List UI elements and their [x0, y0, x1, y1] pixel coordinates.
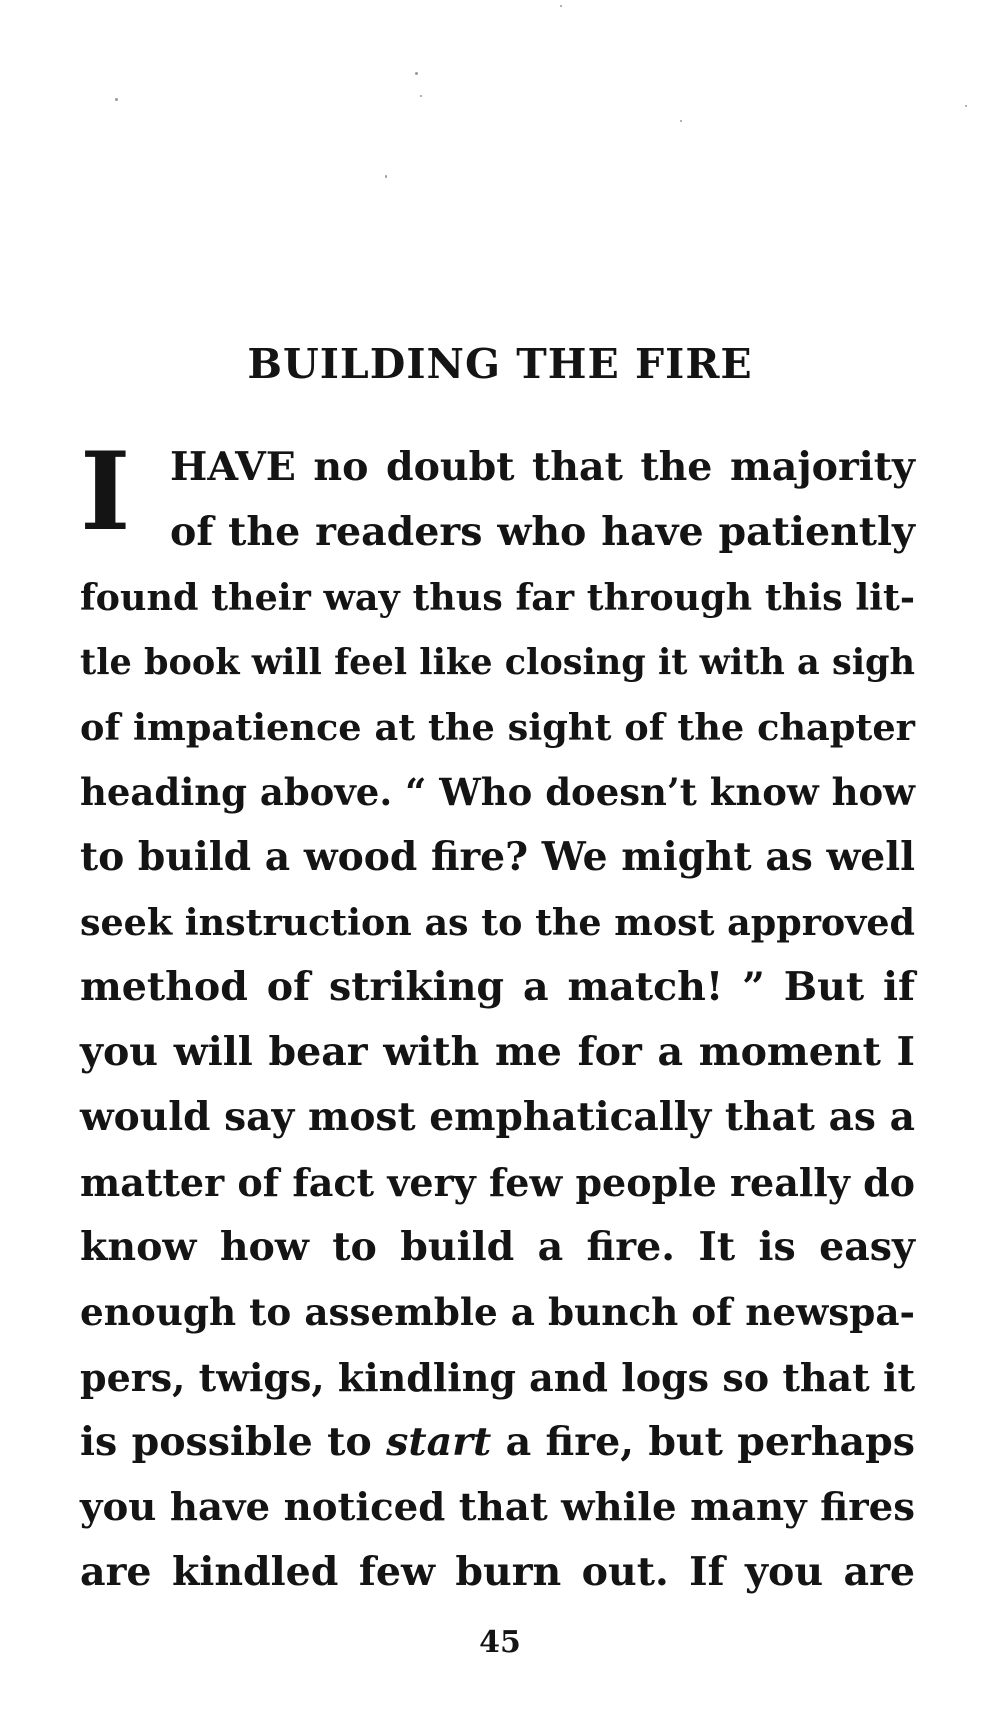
- text-line: know how to build a fire. It is easy: [80, 1224, 915, 1270]
- body-text: [80, 429, 915, 1605]
- text-line: of impatience at the sight of the chapter: [80, 706, 915, 749]
- text-line: are kindled few burn out. If you are: [80, 1549, 915, 1595]
- text-line: to build a wood fire? We might as well: [80, 834, 915, 880]
- text-line: seek instruction as to the most approved: [80, 901, 915, 944]
- text-line: tle book will feel like closing it with a sigh: [80, 642, 915, 683]
- drop-cap: I: [80, 429, 131, 555]
- text-line: HAVE no doubt that the majority: [170, 444, 915, 490]
- page-number: 45: [479, 1625, 521, 1660]
- text-line: pers, twigs, kindling and logs so that it: [80, 1355, 915, 1400]
- text-line-with-italic: [80, 1410, 915, 1475]
- chapter-title: BUILDING THE FIRE: [247, 340, 753, 388]
- text-line: matter of fact very few people really do: [80, 1160, 915, 1205]
- text-line: found their way thus far through this lit-: [80, 576, 915, 619]
- text-line: you will bear with me for a moment I: [80, 1029, 915, 1075]
- text-line: would say most emphatically that as a: [80, 1094, 915, 1140]
- text-line: enough to assemble a bunch of newspa-: [80, 1290, 915, 1334]
- italic-word: start: [386, 1419, 492, 1465]
- text-fragment: is possible to: [80, 1419, 372, 1465]
- text-fragment: a fire, but perhaps: [505, 1419, 915, 1465]
- text-line: method of striking a match! ” But if: [80, 964, 915, 1010]
- text-line: of the readers who have patiently: [170, 509, 915, 555]
- text-line: you have noticed that while many fires: [80, 1485, 915, 1530]
- text-line: heading above. “ Who doesn’t know how: [80, 770, 915, 814]
